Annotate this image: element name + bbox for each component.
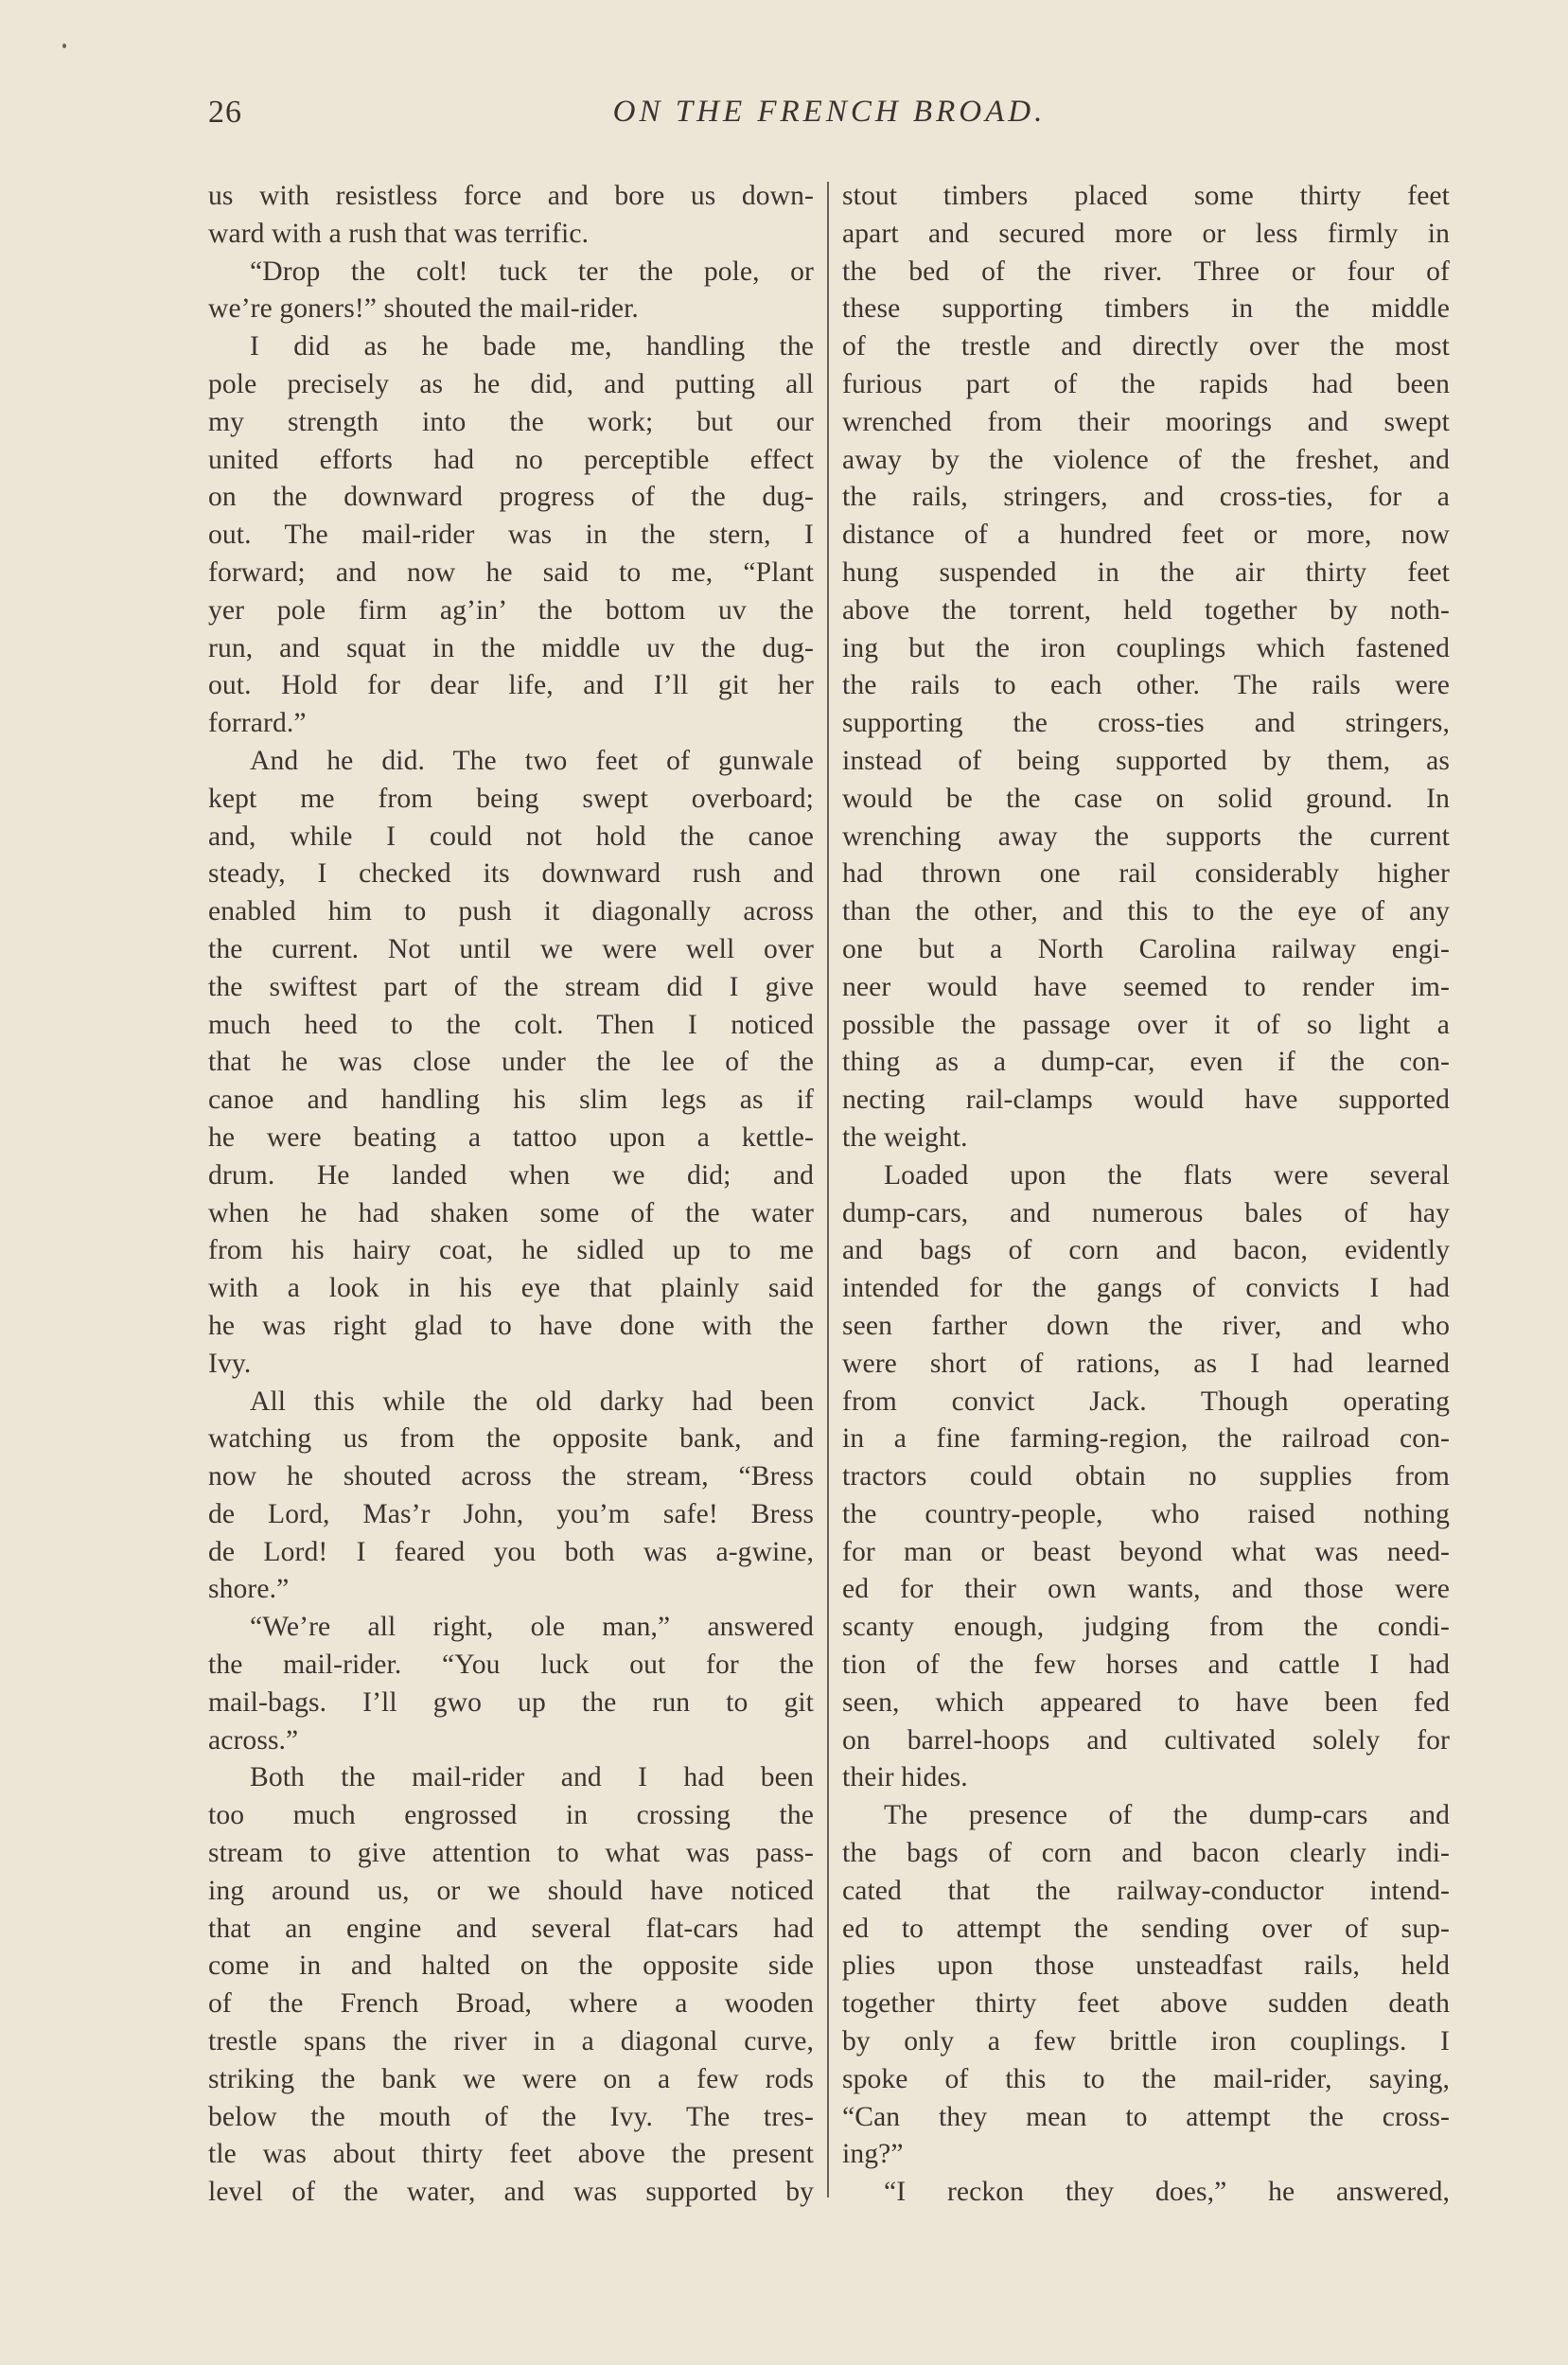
text-line: apart and secured more or less firmly in <box>842 218 1450 249</box>
text-line: below the mouth of the Ivy. The tres- <box>208 2101 814 2132</box>
text-line: and, while I could not hold the canoe <box>208 821 814 852</box>
text-line: wrenched from their moorings and swept <box>842 406 1450 437</box>
text-line: the mail-rider. “You luck out for the <box>208 1650 814 1681</box>
ink-speck <box>62 44 66 48</box>
text-line: on barrel-hoops and cultivated solely for <box>842 1724 1450 1756</box>
text-line: spoke of this to the mail-rider, saying, <box>842 2063 1450 2094</box>
text-line: intended for the gangs of convicts I had <box>842 1273 1450 1304</box>
text-line: steady, I checked its downward rush and <box>208 858 814 890</box>
text-line: ing but the iron couplings which fastened <box>842 632 1450 663</box>
text-line: enabled him to push it diagonally across <box>208 896 814 927</box>
text-line: drum. He landed when we did; and <box>208 1159 814 1191</box>
text-line: were short of rations, as I had learned <box>842 1348 1450 1379</box>
text-line: we’re goners!” shouted the mail-rider. <box>208 293 639 325</box>
text-line: furious part of the rapids had been <box>842 368 1450 399</box>
text-line: than the other, and this to the eye of any <box>842 896 1450 927</box>
text-line: out. The mail-rider was in the stern, I <box>208 520 814 551</box>
text-line: too much engrossed in crossing the <box>208 1800 814 1831</box>
text-line: wrenching away the supports the current <box>842 821 1450 852</box>
text-line: level of the water, and was supported by <box>208 2177 814 2208</box>
text-line: yer pole firm ag’in’ the bottom uv the <box>208 594 814 626</box>
text-line: by only a few brittle iron couplings. I <box>842 2026 1450 2057</box>
text-line: shore.” <box>208 1574 290 1605</box>
text-line: forrard.” <box>208 708 307 739</box>
text-line: neer would have seemed to render im- <box>842 971 1450 1002</box>
page-header <box>208 95 1451 142</box>
text-line: tion of the few horses and cattle I had <box>842 1650 1450 1681</box>
text-line: “Can they mean to attempt the cross- <box>842 2101 1450 2132</box>
text-line: he were beating a tattoo upon a kettle- <box>208 1121 814 1153</box>
text-line: stream to give attention to what was pass- <box>208 1838 814 1869</box>
text-line: one but a North Carolina railway engi- <box>842 933 1450 964</box>
text-line: hung suspended in the air thirty feet <box>842 556 1450 588</box>
text-line: the swiftest part of the stream did I give <box>208 971 814 1002</box>
text-line: canoe and handling his slim legs as if <box>208 1085 814 1116</box>
text-line: away by the violence of the freshet, and <box>842 444 1450 475</box>
text-line: And he did. The two feet of gunwale <box>250 745 814 776</box>
text-line: ing around us, or we should have noticed <box>208 1875 814 1906</box>
page-number: 26 <box>208 95 242 130</box>
text-line: my strength into the work; but our <box>208 406 814 437</box>
text-line: now he shouted across the stream, “Bress <box>208 1461 814 1492</box>
text-line: these supporting timbers in the middle <box>842 293 1450 325</box>
text-line: much heed to the colt. Then I noticed <box>208 1009 814 1040</box>
text-line: de Lord, Mas’r John, you’m safe! Bress <box>208 1498 814 1529</box>
text-line: Loaded upon the flats were several <box>884 1159 1450 1191</box>
left-text-column <box>208 178 814 2212</box>
text-line: out. Hold for dear life, and I’ll git her <box>208 670 814 701</box>
text-line: in a fine farming-region, the railroad con- <box>842 1423 1450 1455</box>
text-line: de Lord! I feared you both was a-gwine, <box>208 1536 814 1567</box>
text-line: the rails, stringers, and cross-ties, for a <box>842 482 1450 513</box>
text-line: Both the mail-rider and I had been <box>250 1762 814 1793</box>
text-line: he was right glad to have done with the <box>208 1310 814 1341</box>
text-line: ed to attempt the sending over of sup- <box>842 1913 1450 1944</box>
text-line: distance of a hundred feet or more, now <box>842 520 1450 551</box>
text-line: I did as he bade me, handling the <box>250 331 814 362</box>
text-line: their hides. <box>842 1762 968 1793</box>
text-line: had thrown one rail considerably higher <box>842 858 1450 890</box>
text-line: the country-people, who raised nothing <box>842 1498 1450 1529</box>
text-line: of the French Broad, where a wooden <box>208 1988 814 2020</box>
text-line: cated that the railway-conductor intend- <box>842 1875 1450 1906</box>
text-line: watching us from the opposite bank, and <box>208 1423 814 1455</box>
text-line: us with resistless force and bore us down- <box>208 181 814 211</box>
text-line: thing as a dump-car, even if the con- <box>842 1047 1450 1078</box>
text-line: when he had shaken some of the water <box>208 1197 814 1228</box>
running-title: ON THE FRENCH BROAD. <box>612 95 1047 129</box>
text-line: from his hairy coat, he sidled up to me <box>208 1235 814 1266</box>
text-line: “We’re all right, ole man,” answered <box>250 1612 814 1643</box>
text-line: forward; and now he said to me, “Plant <box>208 556 814 588</box>
text-line: for man or beast beyond what was need- <box>842 1536 1450 1567</box>
text-line: across.” <box>208 1724 299 1756</box>
text-line: ed for their own wants, and those were <box>842 1574 1450 1605</box>
text-line: necting rail-clamps would have supported <box>842 1085 1450 1116</box>
text-line: All this while the old darky had been <box>250 1385 814 1417</box>
text-line: Ivy. <box>208 1348 252 1379</box>
column-divider <box>827 182 829 2197</box>
text-line: together thirty feet above sudden death <box>842 1988 1450 2020</box>
text-line: instead of being supported by them, as <box>842 745 1450 776</box>
text-line: kept me from being swept overboard; <box>208 783 814 814</box>
text-line: and bags of corn and bacon, evidently <box>842 1235 1450 1266</box>
text-line: seen farther down the river, and who <box>842 1310 1450 1341</box>
text-line: pole precisely as he did, and putting all <box>208 368 814 399</box>
text-line: tractors could obtain no supplies from <box>842 1461 1450 1492</box>
text-line: “I reckon they does,” he answered, <box>884 2177 1450 2208</box>
text-line: the weight. <box>842 1121 968 1153</box>
text-line: that an engine and several flat-cars had <box>208 1913 814 1944</box>
text-line: the bags of corn and bacon clearly indi- <box>842 1838 1450 1869</box>
text-line: the bed of the river. Three or four of <box>842 256 1450 287</box>
text-line: stout timbers placed some thirty feet <box>842 181 1450 211</box>
text-line: above the torrent, held together by noth- <box>842 594 1450 626</box>
text-line: of the trestle and directly over the most <box>842 331 1450 362</box>
text-line: seen, which appeared to have been fed <box>842 1686 1450 1718</box>
text-line: would be the case on solid ground. In <box>842 783 1450 814</box>
text-line: the rails to each other. The rails were <box>842 670 1450 701</box>
text-line: mail-bags. I’ll gwo up the run to git <box>208 1686 814 1718</box>
text-line: from convict Jack. Though operating <box>842 1385 1450 1417</box>
text-line: possible the passage over it of so light a <box>842 1009 1450 1040</box>
text-line: ward with a rush that was terrific. <box>208 218 590 249</box>
text-line: ing?” <box>842 2139 904 2170</box>
text-line: “Drop the colt! tuck ter the pole, or <box>250 256 814 287</box>
text-line: on the downward progress of the dug- <box>208 482 814 513</box>
text-line: come in and halted on the opposite side <box>208 1950 814 1982</box>
text-line: scanty enough, judging from the condi- <box>842 1612 1450 1643</box>
text-line: striking the bank we were on a few rods <box>208 2063 814 2094</box>
text-line: supporting the cross-ties and stringers, <box>842 708 1450 739</box>
text-line: the current. Not until we were well over <box>208 933 814 964</box>
right-text-column <box>842 178 1450 2212</box>
text-line: that he was close under the lee of the <box>208 1047 814 1078</box>
text-line: united efforts had no perceptible effect <box>208 444 814 475</box>
text-line: with a look in his eye that plainly said <box>208 1273 814 1304</box>
text-line: trestle spans the river in a diagonal curve, <box>208 2026 814 2057</box>
text-line: plies upon those unsteadfast rails, held <box>842 1950 1450 1982</box>
text-line: dump-cars, and numerous bales of hay <box>842 1197 1450 1228</box>
text-line: tle was about thirty feet above the present <box>208 2139 814 2170</box>
text-line: The presence of the dump-cars and <box>884 1800 1450 1831</box>
text-line: run, and squat in the middle uv the dug- <box>208 632 814 663</box>
